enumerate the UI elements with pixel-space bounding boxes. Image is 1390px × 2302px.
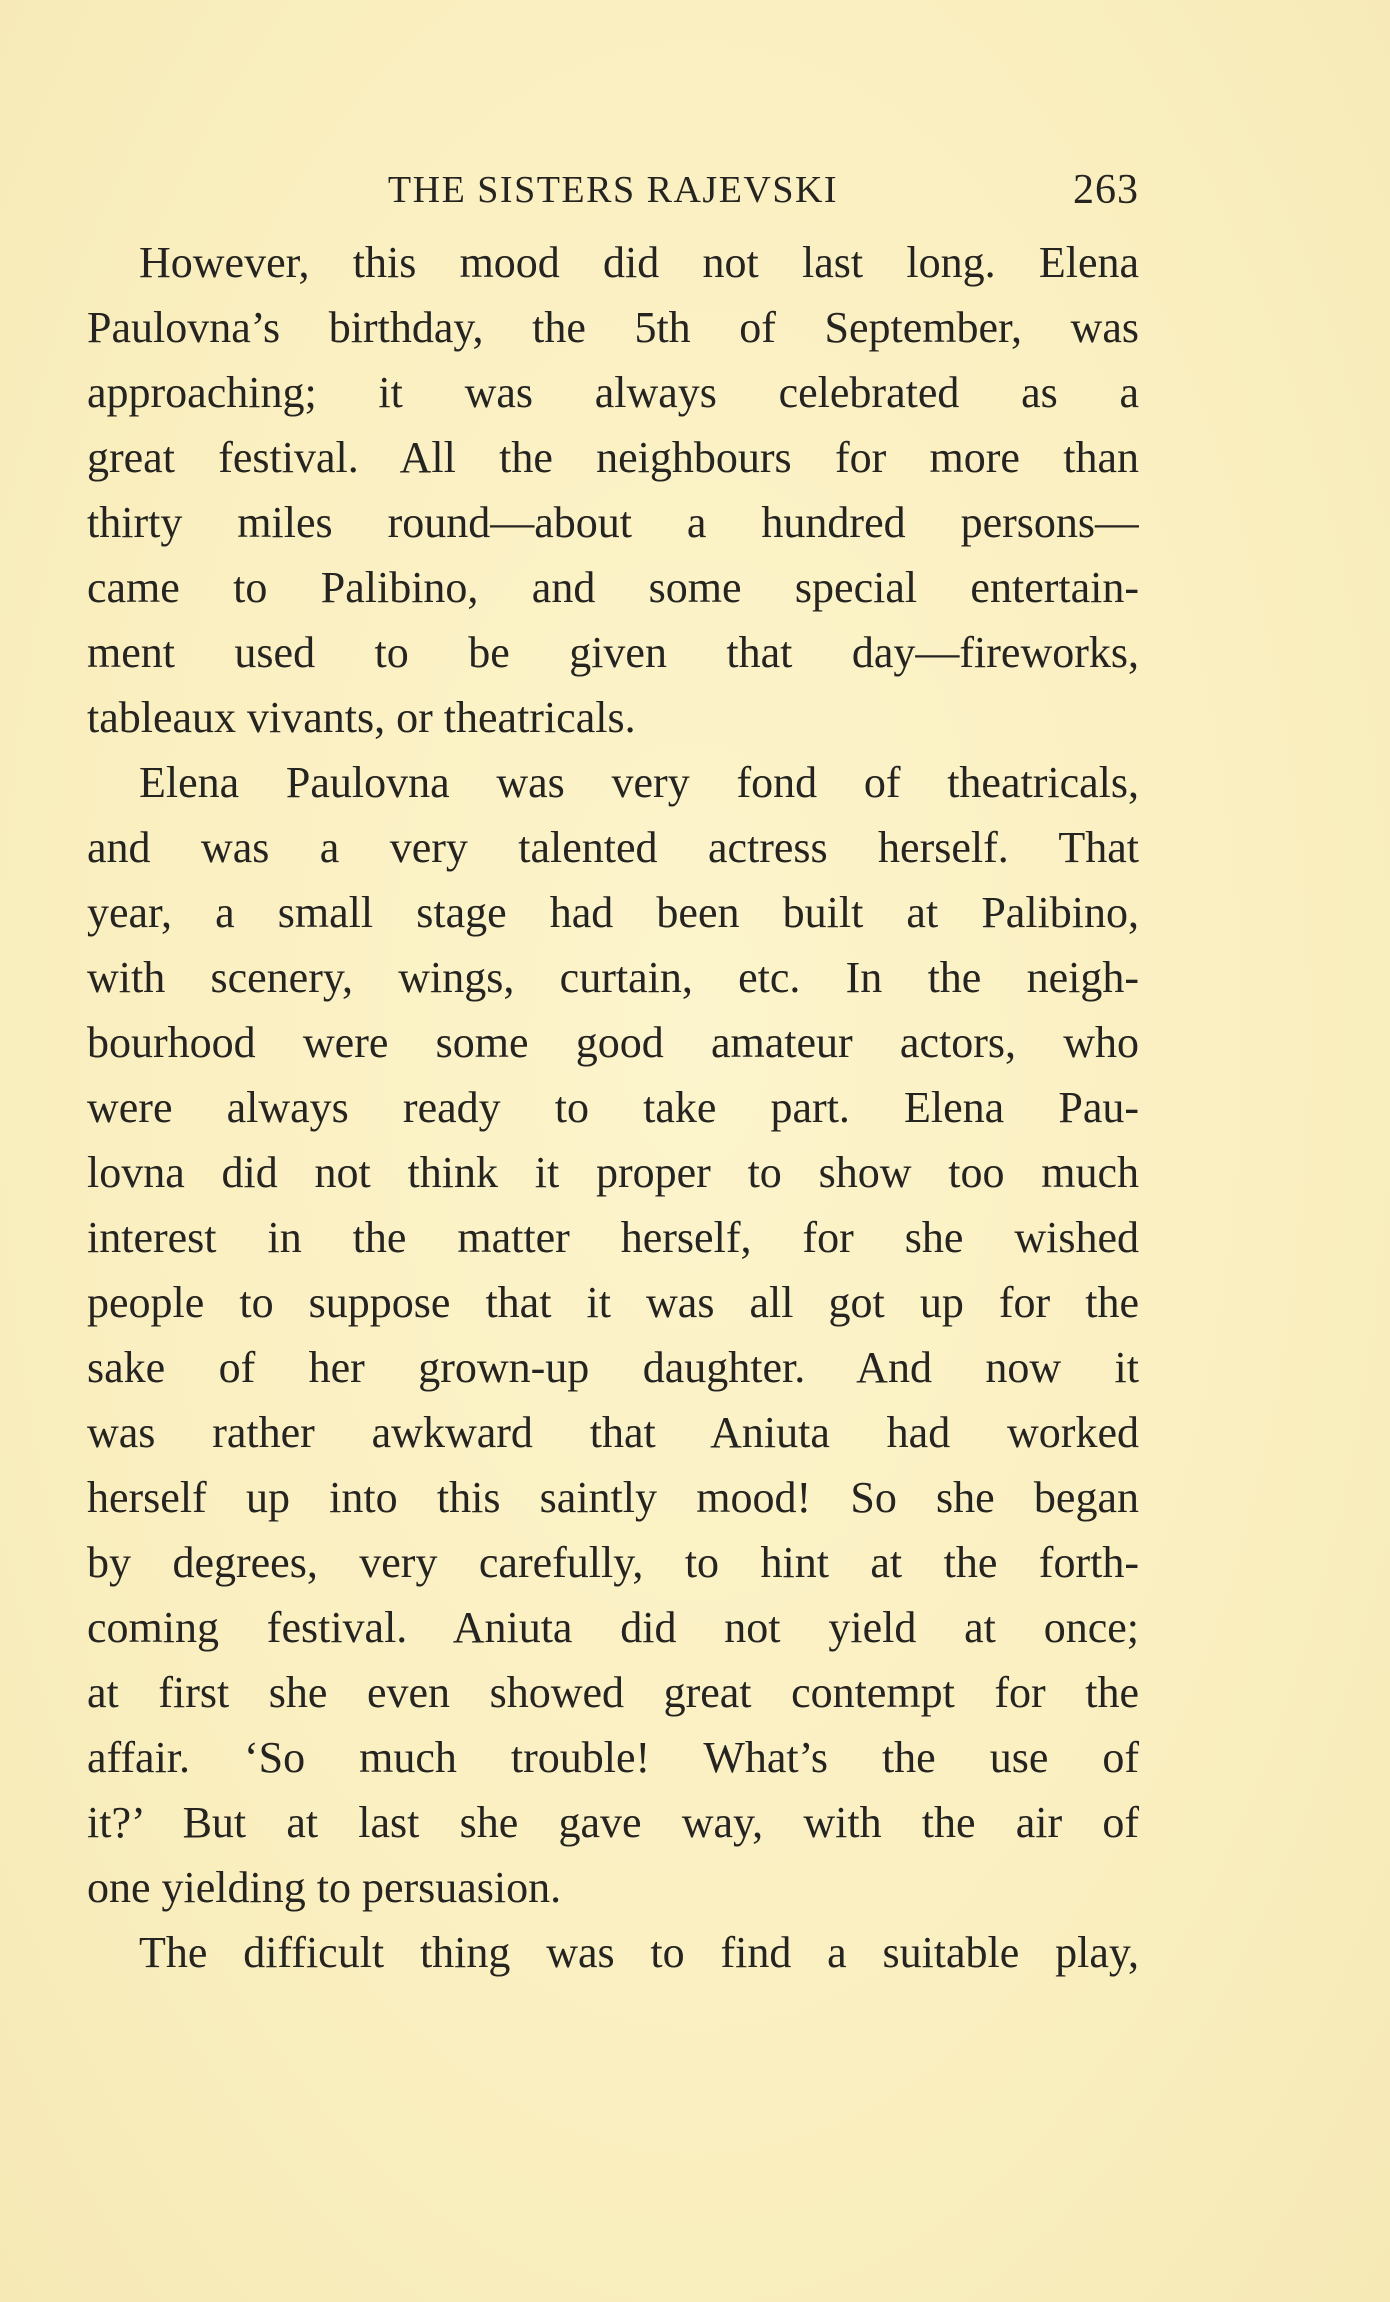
book-page bbox=[87, 160, 1139, 1985]
text-line: came to Palibino, and some special entertain- bbox=[87, 563, 1139, 612]
text-line: interest in the matter herself, for she wished bbox=[87, 1213, 1139, 1262]
body-text bbox=[87, 230, 1139, 1985]
text-line: with scenery, wings, curtain, etc. In the neigh- bbox=[87, 953, 1139, 1002]
text-line: thirty miles round—about a hundred persons— bbox=[87, 498, 1139, 547]
running-title: THE SISTERS RAJEVSKI bbox=[387, 169, 839, 211]
page-number: 263 bbox=[1073, 167, 1139, 213]
text-line: Paulovna’s birthday, the 5th of September, was bbox=[87, 303, 1139, 352]
text-line: and was a very talented actress herself. That bbox=[87, 823, 1139, 872]
text-line: The difficult thing was to find a suitable play, bbox=[139, 1928, 1139, 1977]
text-line: affair. ‘So much trouble! What’s the use of bbox=[87, 1733, 1139, 1782]
text-line: was rather awkward that Aniuta had worked bbox=[87, 1408, 1139, 1457]
text-line: herself up into this saintly mood! So she began bbox=[87, 1473, 1139, 1522]
text-line: ment used to be given that day—fireworks, bbox=[87, 628, 1139, 677]
text-line: Elena Paulovna was very fond of theatricals, bbox=[139, 758, 1139, 807]
text-line: great festival. All the neighbours for more than bbox=[87, 433, 1139, 482]
text-line: bourhood were some good amateur actors, who bbox=[87, 1018, 1139, 1067]
text-line: at first she even showed great contempt for the bbox=[87, 1668, 1139, 1717]
text-line: were always ready to take part. Elena Pau- bbox=[87, 1083, 1139, 1132]
text-line: sake of her grown-up daughter. And now it bbox=[87, 1343, 1139, 1392]
text-line: approaching; it was always celebrated as a bbox=[87, 368, 1139, 417]
text-line: it?’ But at last she gave way, with the air of bbox=[87, 1798, 1139, 1847]
text-line: people to suppose that it was all got up for the bbox=[87, 1278, 1139, 1327]
running-header bbox=[87, 160, 1139, 230]
text-line: coming festival. Aniuta did not yield at once; bbox=[87, 1603, 1139, 1652]
text-line: tableaux vivants, or theatricals. bbox=[87, 693, 636, 742]
text-line: year, a small stage had been built at Palibino, bbox=[87, 888, 1139, 937]
text-line: However, this mood did not last long. Elena bbox=[139, 238, 1139, 287]
text-line: one yielding to persuasion. bbox=[87, 1863, 562, 1912]
text-line: by degrees, very carefully, to hint at the forth- bbox=[87, 1538, 1139, 1587]
text-line: lovna did not think it proper to show too much bbox=[87, 1148, 1139, 1197]
